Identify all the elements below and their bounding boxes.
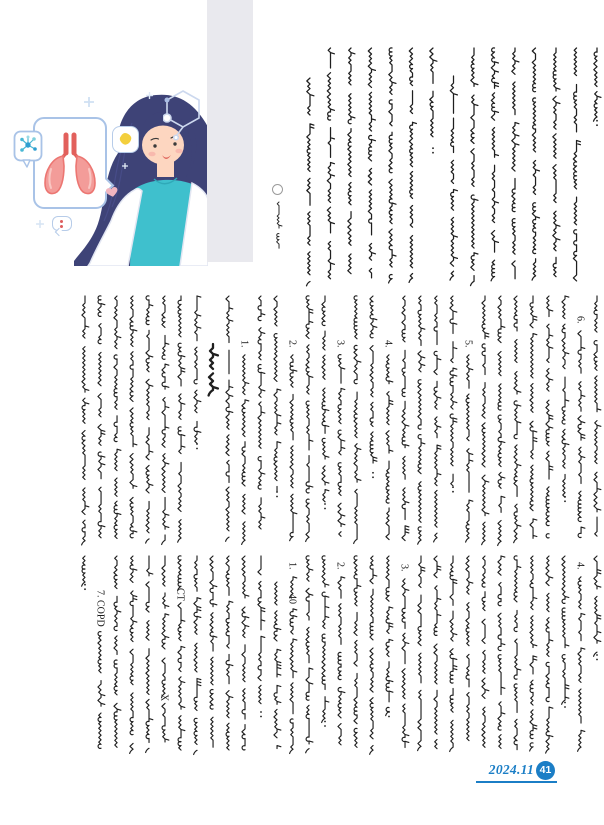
inline-latin-fragment: 6.	[574, 316, 586, 324]
inline-latin-fragment: 5.	[462, 340, 474, 348]
issue-date: 2024.11	[488, 762, 534, 777]
inline-latin-fragment: CT	[174, 588, 186, 601]
text-block-byline	[277, 202, 282, 248]
inline-latin-fragment: 40	[286, 594, 298, 604]
inline-latin-fragment: 3.	[334, 340, 346, 348]
inline-latin-fragment: 1.	[238, 340, 250, 348]
text-block-intro	[307, 48, 601, 286]
title-banner	[207, 0, 253, 262]
footer-rule	[476, 781, 557, 783]
inline-latin-fragment: 1.	[286, 562, 298, 570]
inline-latin-fragment: 4.	[382, 340, 394, 348]
inline-latin-fragment: 2.	[286, 340, 298, 348]
inline-latin-fragment: 3.	[398, 564, 410, 572]
footer	[456, 760, 566, 786]
inline-latin-fragment: 2.	[334, 562, 346, 570]
inline-latin-fragment: X	[158, 694, 170, 702]
inline-latin-fragment: 4.	[574, 562, 586, 570]
text-block-section-1	[82, 296, 601, 546]
page-number-badge: 41	[536, 761, 555, 780]
text-block-section-2	[82, 556, 601, 755]
inline-latin-fragment: 7. COPD	[94, 590, 106, 627]
